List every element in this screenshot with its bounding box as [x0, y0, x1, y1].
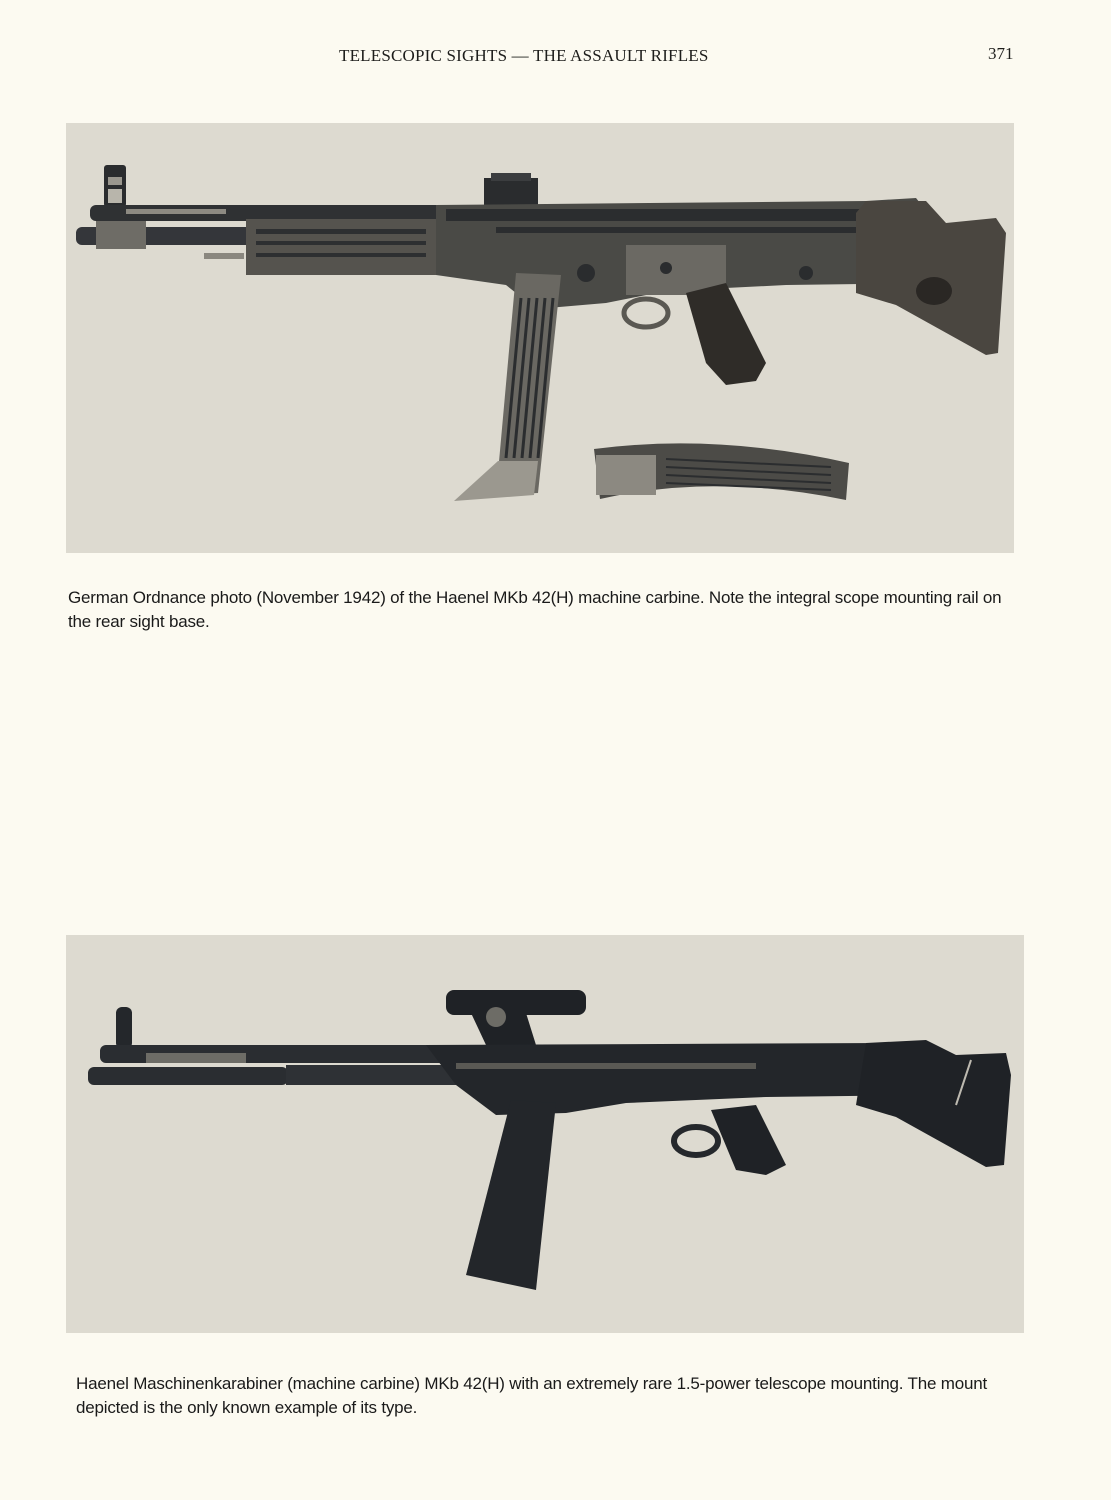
running-title: TELESCOPIC SIGHTS — THE ASSAULT RIFLES [339, 46, 709, 65]
rifle-illustration [66, 123, 1014, 553]
rifle-with-scope-illustration [66, 935, 1024, 1333]
running-head [0, 44, 1111, 70]
figure-photo-mkb42-with-scope [66, 935, 1024, 1333]
figure-caption-top: German Ordnance photo (November 1942) of the Haenel MKb 42(H) machine carbine. Note the integral scope mounting rail on the rear sight base. [68, 588, 1002, 631]
page-number: 371 [988, 44, 1014, 63]
show-through-text [600, 640, 604, 657]
figure-caption-bottom: Haenel Maschinenkarabiner (machine carbine) MKb 42(H) with an extremely rare 1.5-power telescope mounting. The mount depicted is the only known example of its type. [76, 1374, 987, 1417]
figure-photo-mkb42-rifle [66, 123, 1014, 553]
